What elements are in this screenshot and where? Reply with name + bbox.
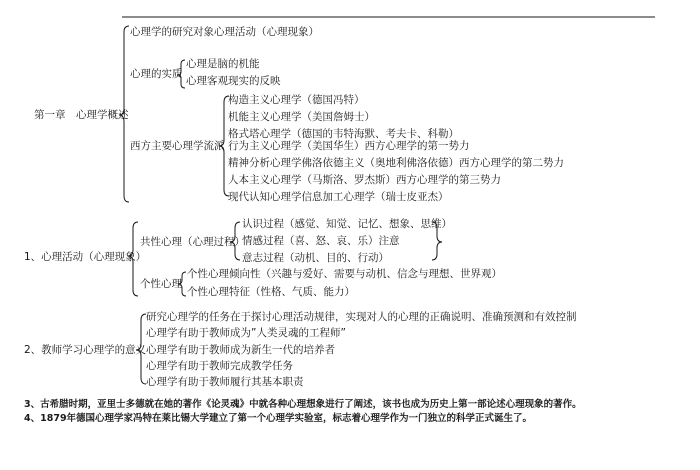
significance-item: 心理学有助于教师完成教学任务 — [146, 360, 293, 372]
significance-item: 心理学有助于教师履行其基本职责 — [146, 376, 304, 388]
school-item: 格式塔心理学（德国的韦特海默、考夫卡、科勒） — [228, 128, 459, 140]
school-item: 精神分析心理学佛洛依德主义（奥地利佛洛依德）西方心理学的第二势力 — [228, 157, 564, 169]
note-4: 4、1879年德国心理学家冯特在莱比锡大学建立了第一个心理学实验室，标志着心理学作为一门独立的科学正式诞生了。 — [24, 413, 533, 424]
school-item: 行为主义心理学（美国华生）西方心理学的第一势力 — [228, 140, 470, 152]
significance-item: 心理学有助于教师成为”人类灵魂的工程师” — [146, 327, 346, 339]
chapter1-title: 第一章 心理学概述 — [34, 109, 129, 121]
common-label: 共性心理（心理过程） — [140, 236, 245, 248]
school-item: 构造主义心理学（德国冯特） — [228, 94, 365, 106]
individual-item: 个性心理倾向性（兴趣与爱好、需要与动机、信念与理想、世界观） — [187, 268, 502, 280]
school-item: 人本主义心理学（马斯洛、罗杰斯）西方心理学的第三势力 — [228, 174, 501, 186]
common-item: 意志过程（动机、目的、行动） — [242, 252, 389, 264]
research-object: 心理学的研究对象心理活动（心理现象） — [130, 26, 319, 38]
section2-title: 2、教师学习心理学的意义 — [24, 344, 147, 356]
schools-label: 西方主要心理学流派 — [130, 140, 225, 152]
school-item: 现代认知心理学信息加工心理学（瑞士皮亚杰） — [228, 191, 449, 203]
significance-item: 研究心理学的任务在于探讨心理活动规律，实现对人的心理的正确说明、准确预测和有效控制 — [146, 311, 577, 323]
essence-item: 心理客观现实的反映 — [186, 75, 281, 87]
essence-item: 心理是脑的机能 — [186, 58, 260, 70]
individual-item: 个性心理特征（性格、气质、能力） — [187, 286, 355, 298]
essence-label: 心理的实质 — [130, 68, 183, 80]
significance-item: 心理学有助于教师成为新生一代的培养者 — [146, 344, 335, 356]
common-item: 认识过程（感觉、知觉、记忆、想象、思维） — [242, 218, 452, 230]
section1-title: 1、心理活动（心理现象） — [24, 251, 147, 263]
common-item: 情感过程（喜、怒、哀、乐）注意 — [242, 235, 400, 247]
note-3: 3、古希腊时期，亚里士多德就在她的著作《论灵魂》中就各种心理想象进行了阐述，该书也成为历史上第一部论述心理现象的著作。 — [24, 399, 582, 410]
school-item: 机能主义心理学（美国詹姆士） — [228, 111, 375, 123]
individual-label: 个性心理 — [140, 278, 182, 290]
